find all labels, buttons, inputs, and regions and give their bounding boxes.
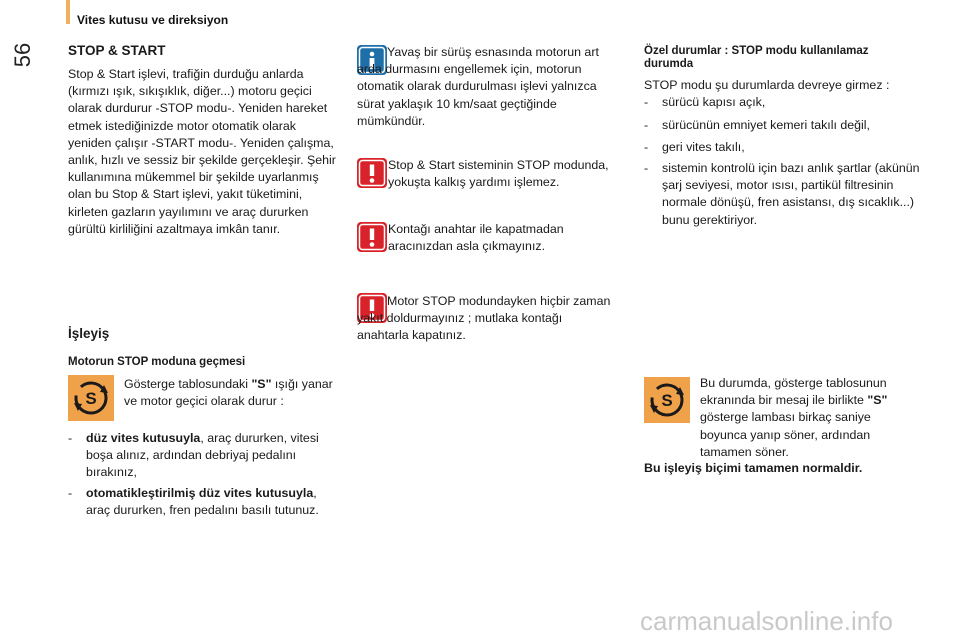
info-note: Yavaş bir sürüş esnasında motorun art arda durmasını engellemek için, motorun otomatik olarak durdurulması işlevi yalnızca sürat yaklaşık 10 km/saat geçtiğinde mümkündür. (357, 45, 599, 128)
item-text: , araç dururken, vitesi boşa alınız, ardından debriyaj pedalını bırakınız, (86, 431, 319, 480)
item-bold: düz vites kutusuyla (86, 431, 201, 445)
item-bold: otomatikleştirilmiş düz vites kutusuyla (86, 486, 314, 500)
list-dash: - (644, 161, 649, 175)
list-dash: - (68, 486, 73, 500)
intro-paragraph: Stop & Start işlevi, trafiğin durduğu anlarda (kırmızı ışık, sıkışıklık, diğer...) motoru geçici olarak durdurur -STOP modu-. Yeniden hareket etmek istediğinizde motor otomatik olarak yeniden çalışır -START modu-. Yeniden çalışma, anlık, hızlı ve sessiz bir şekilde gerçekleşir. Şehir kullanımına mükemmel bir şekilde uyarlanmış olan bu Stop & Start işlevi, yakıt tüketimini, kirleten gazların yayılımını ve araç dururken gürültü kirliliğini azaltmaya imkân tanır. (68, 67, 336, 236)
manual-gearbox-item (68, 430, 330, 482)
item-text: , araç dururken, fren pedalını basılı tutunuz. (86, 486, 319, 518)
stop-start-icon (68, 375, 114, 421)
watermark: carmanualsonline.info (640, 606, 893, 636)
indicator-text-pre: Gösterge tablosundaki (124, 377, 252, 391)
list-item (644, 139, 924, 156)
list-item-text: sistemin kontrolü için bazı anlık şartlar (akünün şarj seviyesi, motor ısısı, partikül filtresinin normale dönüşü, fren asistansı, dış sıcaklık...) bunu gerektiriyor. (662, 161, 920, 227)
list-item (644, 117, 924, 134)
warning-ignition: Kontağı anahtar ile kapatmadan aracınızdan asla çıkmayınız. (388, 222, 564, 254)
list-dash: - (644, 118, 649, 132)
list-item (68, 430, 330, 482)
special-cases-list (644, 117, 924, 134)
stop-start-title: STOP & START (68, 43, 166, 58)
operation-title: İşleyiş (68, 326, 110, 341)
list-dash: - (644, 95, 649, 109)
blink-text (700, 375, 920, 461)
blink-s-label: "S" (867, 393, 888, 408)
stop-start-indicator (68, 375, 114, 426)
warning-icon (357, 158, 387, 188)
warning-refuel: Motor STOP modundayken hiçbir zaman yakıt doldurmayınız ; mutlaka kontağı anahtarla kapatınız. (357, 294, 611, 343)
list-item (644, 160, 924, 229)
list-dash: - (644, 140, 649, 154)
indicator-s-label: "S" (251, 377, 272, 391)
special-cases-list (644, 94, 924, 111)
list-item (644, 94, 924, 111)
list-item (68, 485, 330, 519)
special-cases-title: Özel durumlar : STOP modu kullanılamaz durumda (644, 45, 869, 70)
automated-gearbox-item (68, 485, 330, 519)
stop-start-icon (644, 377, 690, 423)
list-item-text: geri vites takılı, (662, 140, 745, 154)
list-dash: - (68, 431, 73, 445)
blink-text-post: gösterge lambası birkaç saniye boyunca yanıp söner, ardından tamamen söner. (700, 410, 871, 459)
page-number: 56 (10, 42, 35, 68)
svg-text:S: S (85, 389, 97, 408)
stop-mode-title: Motorun STOP moduna geçmesi (68, 356, 246, 368)
header-accent-bar (66, 0, 70, 24)
stop-start-indicator (644, 377, 690, 428)
special-cases-list (644, 160, 924, 229)
indicator-text-post: ışığı yanar ve motor geçici olarak durur : (124, 377, 333, 409)
blink-text-pre: Bu durumda, gösterge tablosunun ekranında bir mesaj ile birlikte (700, 376, 887, 408)
list-item-text: sürücü kapısı açık, (662, 95, 766, 109)
warning-icon (357, 222, 387, 252)
list-item-text: sürücünün emniyet kemeri takılı değil, (662, 118, 870, 132)
indicator-text (124, 376, 346, 410)
normal-operation-note: Bu işleyiş biçimi tamamen normaldir. (644, 461, 863, 475)
special-cases-list (644, 139, 924, 156)
section-title: Vites kutusu ve direksiyon (77, 13, 229, 27)
svg-text:S: S (661, 391, 673, 410)
special-cases-intro: STOP modu şu durumlarda devreye girmez : (644, 78, 890, 92)
warning-hill-start: Stop & Start sisteminin STOP modunda, yokuşta kalkış yardımı işlemez. (388, 158, 609, 190)
